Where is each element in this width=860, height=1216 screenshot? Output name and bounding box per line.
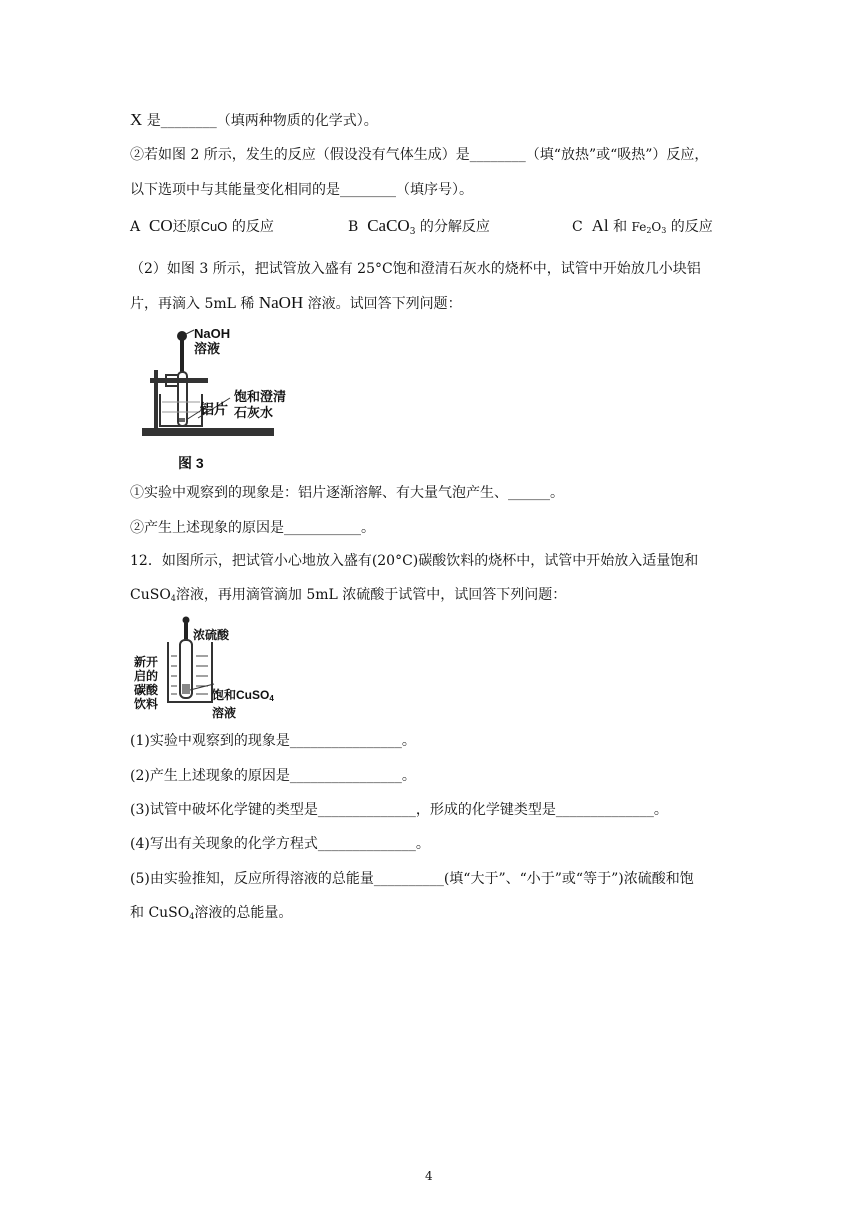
dropper-tube [180,340,184,372]
fig3-label-aluminium: 铝片 [200,401,228,417]
fig2-question-line1: ②若如图 2 所示，发生的反应（假设没有气体生成）是________（填“放热”或“吸热”）反应， [130,147,709,163]
q12-line1: 12．如图所示，把试管小心地放入盛有(20°C)碳酸饮料的烧杯中，试管中开始放入适量饱和 [130,553,699,569]
q12-label-cuso4: 饱和CuSO4 溶液 [212,688,274,720]
cuso4-solution [182,684,190,694]
fig3-label-limewater: 饱和澄清 石灰水 [234,389,287,420]
dropper-tube [184,623,188,641]
q12-sub5-cont: 和 CuSO4溶液的总能量。 [130,905,293,921]
dropper-bulb [177,331,187,341]
q12-sub3: (3)试管中破坏化学键的类型是______________，形成的化学键类型是______________。 [130,802,668,818]
x-blank-line: X 是________（填两种物质的化学式）。 [130,110,378,129]
fig3-caption: 图 3 [178,455,204,471]
fig2-question-line2: 以下选项中与其能量变化相同的是________（填序号）。 [130,182,473,198]
part2-line1: （2）如图 3 所示，把试管放入盛有 25°C饱和澄清石灰水的烧杯中，试管中开始放几小块铝 [130,261,701,277]
q12-sub5: (5)由实验推知，反应所得溶液的总能量__________(填“大于”、“小于”或“等于”)浓硫酸和饱 [130,871,694,887]
page-number: 4 [425,1169,433,1183]
q12-sub4: (4)写出有关现象的化学方程式______________。 [130,836,430,852]
aluminium-pieces [179,418,185,422]
observation-1: ①实验中观察到的现象是：铝片逐渐溶解、有大量气泡产生、______。 [130,485,564,501]
fig3-label-naoh: NaOH 溶液 [194,326,231,356]
q12-sub2: (2)产生上述现象的原因是________________。 [130,768,416,784]
q12-label-acid: 浓硫酸 [193,628,230,642]
q12-sub1: (1)实验中观察到的现象是________________。 [130,733,416,749]
observation-2: ②产生上述现象的原因是___________。 [130,520,375,536]
option-c: C Al 和 Fe2O3 的反应 [572,216,713,235]
dropper-bulb [183,617,190,624]
option-a: A CO还原CuO 的反应 [130,216,274,235]
part2-line2: 片，再滴入 5mL 稀 NaOH 溶液。试回答下列问题： [130,293,462,312]
option-b: B CaCO$_3$ 的分解反应 [348,216,490,237]
stand-base [142,428,274,436]
q12-label-drink: 新开 启的 碳酸 饮料 [134,655,159,711]
q12-line2: CuSO4溶液，再用滴管滴加 5mL 浓硫酸于试管中，试回答下列问题： [130,587,567,603]
